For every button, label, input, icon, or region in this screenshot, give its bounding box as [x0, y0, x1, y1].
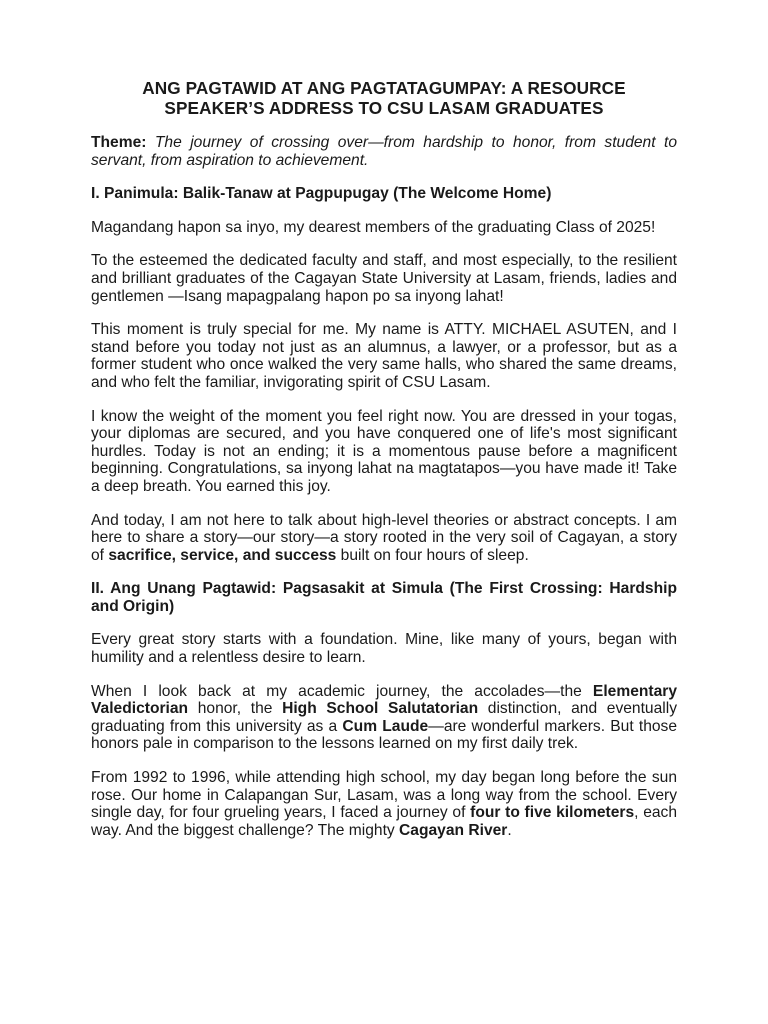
theme-paragraph: [91, 134, 677, 169]
paragraph-accolades: [91, 683, 677, 753]
text-run: distinction, and eventually graduating from this university as a: [91, 700, 677, 735]
text-run: And today, I am not here to talk about high-level theories or abstract concepts. I am here to share a story—our story—a story rooted in the very soil of Cagayan, a story of: [91, 511, 677, 564]
text-run: —are wonderful markers. But those honors pale in comparison to the lessons learned on my first daily trek.: [91, 717, 678, 753]
paragraph-greeting: Magandang hapon sa inyo, my dearest members of the graduating Class of 2025!: [91, 218, 656, 236]
section-heading-2: II. Ang Unang Pagtawid: Pagsasakit at Simula (The First Crossing: Hardship and Origin): [91, 580, 677, 615]
paragraph-foundation: Every great story starts with a foundation. Mine, like many of yours, began with humility and a relentless desire to learn.: [91, 631, 677, 667]
bold-run: four to five kilometers: [470, 804, 635, 822]
text-run: built on four hours of sleep.: [336, 546, 529, 564]
text-run: .: [507, 821, 512, 839]
theme-label: Theme:: [91, 134, 147, 151]
paragraph-acknowledgement: To the esteemed the dedicated faculty and staff, and most especially, to the resilient and brilliant graduates of the Cagayan State University at Lasam, friends, ladies and gentlemen —Isang mapagpalang hapon po sa inyong lahat!: [91, 252, 677, 305]
bold-run: Cagayan River: [399, 821, 508, 839]
paragraph-daily-trek: [91, 769, 677, 839]
bold-run: Cum Laude: [342, 717, 429, 735]
text-run: honor, the: [188, 700, 283, 718]
bold-run: High School Salutatorian: [282, 700, 479, 718]
paragraph-congratulations: I know the weight of the moment you feel right now. You are dressed in your togas, your diplomas are secured, and you have conquered one of life's most significant hurdles. Today is not an ending; it is a momentous pause before a magnificent beginning. Congratulations, sa inyong lahat na magtatapos—you have made it! Take a deep breath. You earned this joy.: [91, 407, 677, 495]
paragraph-story-intro: [91, 512, 677, 565]
section-heading-1: I. Panimula: Balik-Tanaw at Pagpupugay (The Welcome Home): [91, 185, 552, 203]
text-run: From 1992 to 1996, while attending high school, my day began long before the sun rose. Our home in Calapangan Sur, Lasam, was a long way from the school. Every single day, for four grueling years, I faced a journey of: [91, 769, 677, 822]
document-page: [91, 78, 677, 855]
text-run: When I look back at my academic journey, the accolades—the: [91, 682, 593, 700]
bold-run: Elementary Valedictorian: [91, 682, 677, 718]
document-title: [91, 78, 677, 118]
title-line-2: SPEAKER’S ADDRESS TO CSU LASAM GRADUATES: [164, 98, 604, 118]
text-run: , each way. And the biggest challenge? The mighty: [91, 804, 678, 839]
title-line-1: ANG PAGTAWID AT ANG PAGTATAGUMPAY: A RESOURCE: [142, 78, 626, 98]
paragraph-introduction: This moment is truly special for me. My name is ATTY. MICHAEL ASUTEN, and I stand before you today not just as an alumnus, a lawyer, or a professor, but as a former student who once walked the very same halls, who shared the same dreams, and who felt the familiar, invigorating spirit of CSU Lasam.: [91, 321, 677, 391]
bold-run: sacrifice, service, and success: [108, 546, 337, 564]
theme-text: The journey of crossing over—from hardship to honor, from student to servant, from aspiration to achievement.: [91, 134, 677, 169]
